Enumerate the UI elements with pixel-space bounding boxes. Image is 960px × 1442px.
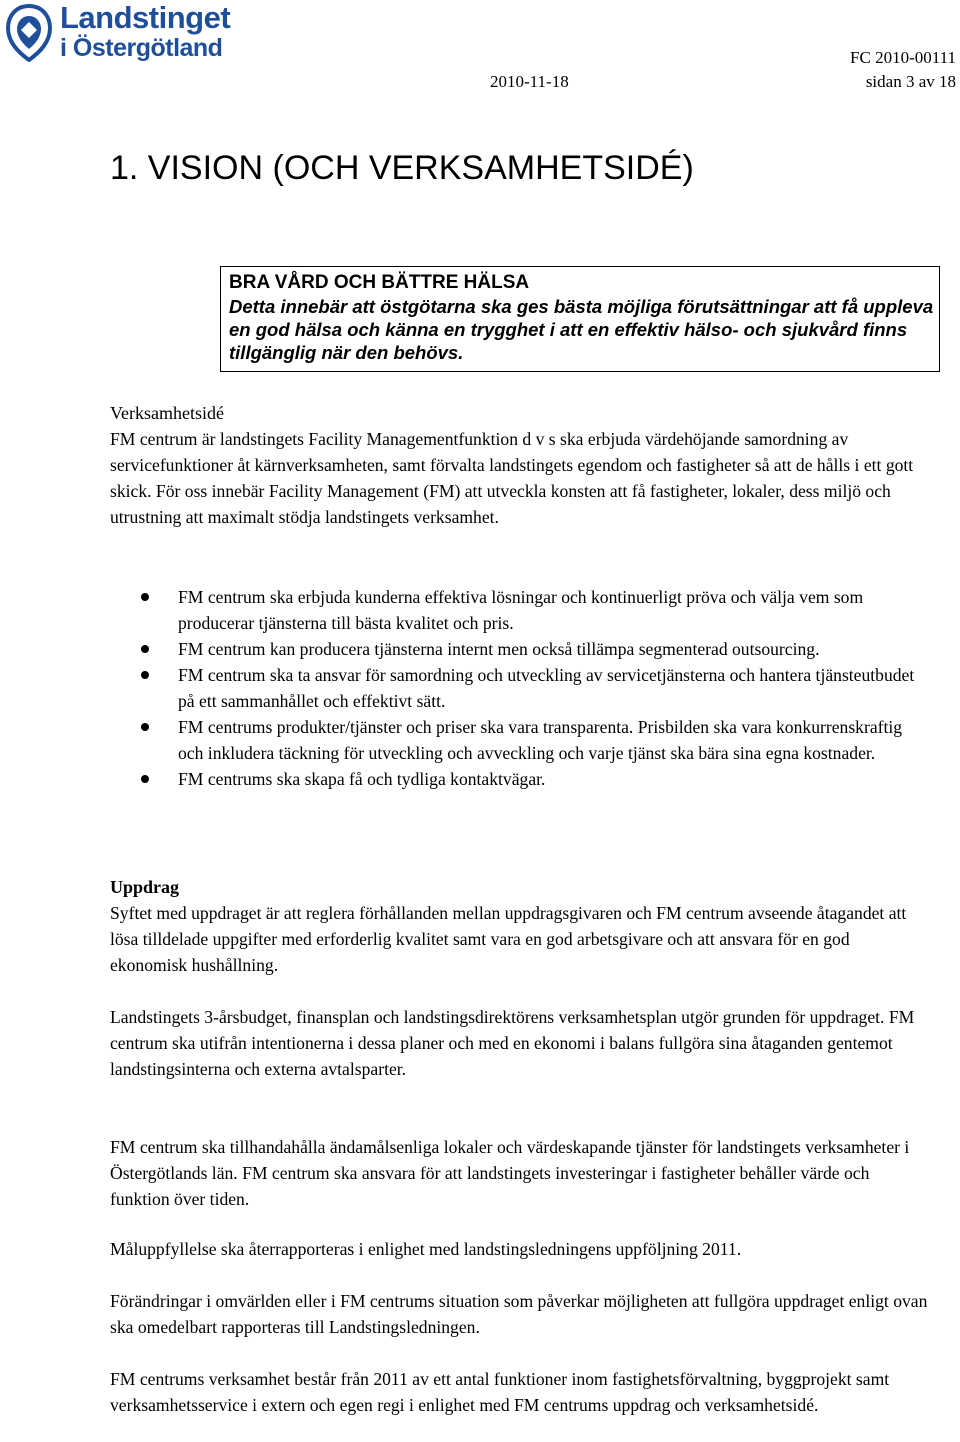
uppdrag-paragraph-block	[110, 1134, 930, 1212]
bullet-icon	[141, 775, 149, 783]
bullet-icon	[141, 723, 149, 731]
uppdrag-paragraph: FM centrums verksamhet består från 2011 av ett antal funktioner inom fastighetsförvaltning, byggprojekt samt verksamhetsservice i extern och egen regi i enlighet med FM centrums uppdrag och verksamhetsidé.	[110, 1369, 890, 1415]
vision-title: BRA VÅRD OCH BÄTTRE HÄLSA	[229, 272, 530, 293]
bullet-text: FM centrum ska erbjuda kunderna effektiva lösningar och kontinuerligt pröva och välja vem som producerar tjänsterna till bästa kvalitet och pris.	[178, 587, 864, 633]
uppdrag-paragraph: Förändringar i omvärlden eller i FM centrums situation som påverkar möjligheten att fullgöra uppdraget enligt ovan ska omedelbart rapporteras till Landstingsledningen.	[110, 1291, 928, 1337]
verksamhetside-text: FM centrum är landstingets Facility Managementfunktion d v s ska erbjuda värdehöjande samordning av servicefunktioner åt kärnverksamheten, samt förvalta landstingets egendom och fastigheter så att de hålls i ett gott skick. För oss innebär Facility Management (FM) att utveckla konsten att få fastigheter, lokaler, dess miljö och utrustning att maximalt stödja landstingets verksamhet.	[110, 429, 914, 527]
uppdrag-heading-block	[110, 874, 930, 978]
bullet-text: FM centrums produkter/tjänster och priser ska vara transparenta. Prisbilden ska vara konkurrenskraftig och inkludera täckning för utveckling och avveckling och varje tjänst ska bära sina egna kostnader.	[178, 717, 903, 763]
uppdrag-paragraph: Måluppfyllelse ska återrapporteras i enlighet med landstingsledningens uppföljning 2011.	[110, 1239, 742, 1259]
bullet-icon	[141, 593, 149, 601]
page-title: 1. VISION (OCH VERKSAMHETSIDÉ)	[110, 149, 694, 187]
vision-box	[220, 266, 940, 372]
vision-text: Detta innebär att östgötarna ska ges bästa möjliga förutsättningar att få uppleva en god hälsa och känna en trygghet i att en effektiv hälso- och sjukvård finns tillgänglig när den behövs.	[229, 296, 934, 363]
list-item	[110, 662, 930, 714]
logo-mark-icon	[4, 4, 54, 62]
uppdrag-paragraph-block	[110, 1366, 930, 1418]
list-item	[110, 714, 930, 766]
bullet-icon	[141, 671, 149, 679]
uppdrag-paragraph-block	[110, 1004, 930, 1082]
bullet-text: FM centrum kan producera tjänsterna internt men också tillämpa segmenterad outsourcing.	[178, 639, 820, 659]
list-item	[110, 636, 930, 662]
uppdrag-paragraph-block	[110, 1288, 930, 1340]
uppdrag-paragraph-block	[110, 1236, 930, 1262]
uppdrag-paragraph: FM centrum ska tillhandahålla ändamålsenliga lokaler och värdeskapande tjänster för landstingets verksamheter i Östergötlands län. FM centrum ska ansvara för att landstingets investeringar i fastigheter behåller värde och funktion över tiden.	[110, 1137, 910, 1209]
uppdrag-heading: Uppdrag	[110, 877, 180, 897]
bullet-icon	[141, 645, 149, 653]
landstinget-logo	[4, 2, 244, 66]
document-date: 2010-11-18	[490, 72, 569, 91]
bullet-text: FM centrum ska ta ansvar för samordning och utveckling av servicetjänsterna och hantera tjänsteutbudet på ett sammanhållet och effektivt sätt.	[178, 665, 915, 711]
bullet-list	[110, 584, 930, 792]
document-number: FC 2010-00111	[850, 48, 956, 67]
list-item	[110, 766, 930, 792]
verksamhetside-heading: Verksamhetsidé	[110, 403, 224, 423]
verksamhetside-section	[110, 400, 930, 530]
uppdrag-paragraph: Landstingets 3-årsbudget, finansplan och landstingsdirektörens verksamhetsplan utgör grunden för uppdraget. FM centrum ska utifrån intentionerna i dessa planer och med en ekonomi i balans fullgöra sina åtaganden gentemot landstingsinterna och externa avtalsparter.	[110, 1007, 915, 1079]
page-number: sidan 3 av 18	[865, 72, 956, 91]
bullet-text: FM centrums ska skapa få och tydliga kontaktvägar.	[178, 769, 546, 789]
logo-text-line1: Landstinget	[60, 0, 231, 35]
list-item	[110, 584, 930, 636]
uppdrag-paragraph: Syftet med uppdraget är att reglera förhållanden mellan uppdragsgivaren och FM centrum avseende åtagandet att lösa tilldelade uppgifter med erforderlig kvalitet samt vara en god arbetsgivare och att ansvara för en god ekonomisk hushållning.	[110, 903, 907, 975]
logo-text-line2: i Östergötland	[60, 34, 223, 62]
